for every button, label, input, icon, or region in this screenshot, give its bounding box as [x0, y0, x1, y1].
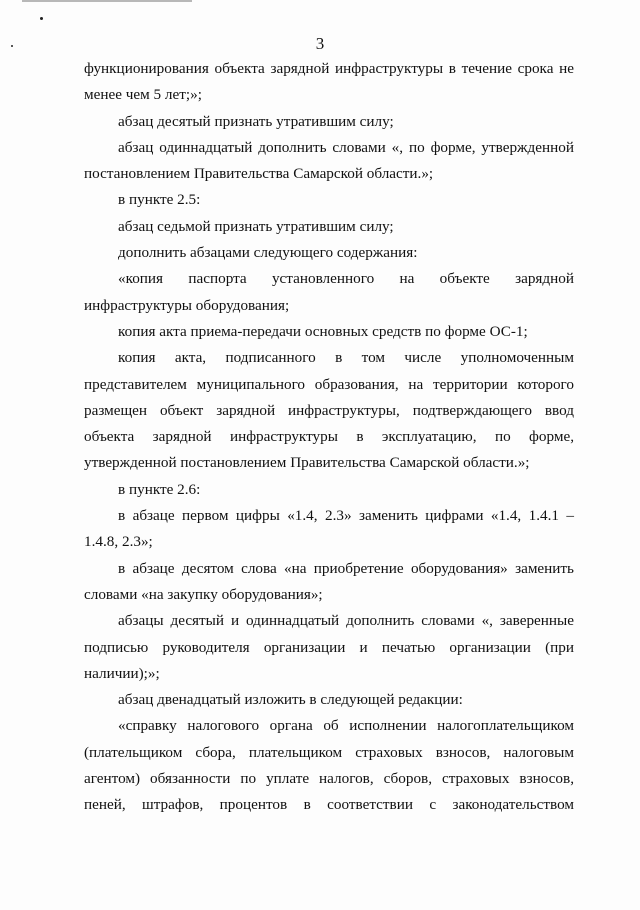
paragraph: абзац двенадцатый изложить в следующей редакции: — [118, 691, 463, 709]
document-body — [84, 56, 574, 819]
paragraph: дополнить абзацами следующего содержания: — [118, 244, 418, 262]
paragraph: копия акта, подписанного в том числе уполномоченным представителем муниципального образования, на территории которого размещен объект зарядной инфраструктуры, подтверждающего ввод объекта зарядной инфраструктуры в эксплуатацию, по форме, утвержденной постановлением Правительства Самарской области.»; — [84, 349, 574, 472]
paragraph: абзацы десятый и одиннадцатый дополнить словами «, заверенные подписью руководителя организации и печатью организации (при наличии);»; — [84, 612, 574, 682]
scan-edge-line — [22, 0, 192, 2]
paragraph: «справку налогового органа об исполнении налогоплательщиком (плательщиком сбора, плательщиком страховых взносов, налоговым агентом) обязанности по уплате налогов, сборов, страховых взносов, пеней, штрафов, процентов в соответствии с законодательством — [84, 717, 574, 814]
scan-speck — [40, 17, 43, 20]
paragraph: абзац седьмой признать утратившим силу; — [118, 217, 394, 235]
paragraph: в пункте 2.6: — [118, 480, 201, 498]
paragraph: в абзаце десятом слова «на приобретение оборудования» заменить словами «на закупку оборудования»; — [84, 559, 574, 603]
paragraph: в абзаце первом цифры «1.4, 2.3» заменить цифрами «1.4, 1.4.1 – 1.4.8, 2.3»; — [84, 507, 574, 551]
paragraph: абзац десятый признать утратившим силу; — [118, 112, 394, 130]
paragraph: копия акта приема-передачи основных средств по форме ОС-1; — [118, 322, 528, 340]
paragraph: функционирования объекта зарядной инфраструктуры в течение срока не менее чем 5 лет;»; — [84, 60, 574, 104]
page-number: 3 — [315, 34, 325, 53]
paragraph: «копия паспорта установленного на объекте зарядной инфраструктуры оборудования; — [84, 270, 574, 314]
paragraph: в пункте 2.5: — [118, 191, 201, 209]
paragraph: абзац одиннадцатый дополнить словами «, по форме, утвержденной постановлением Правительства Самарской области.»; — [84, 138, 574, 183]
